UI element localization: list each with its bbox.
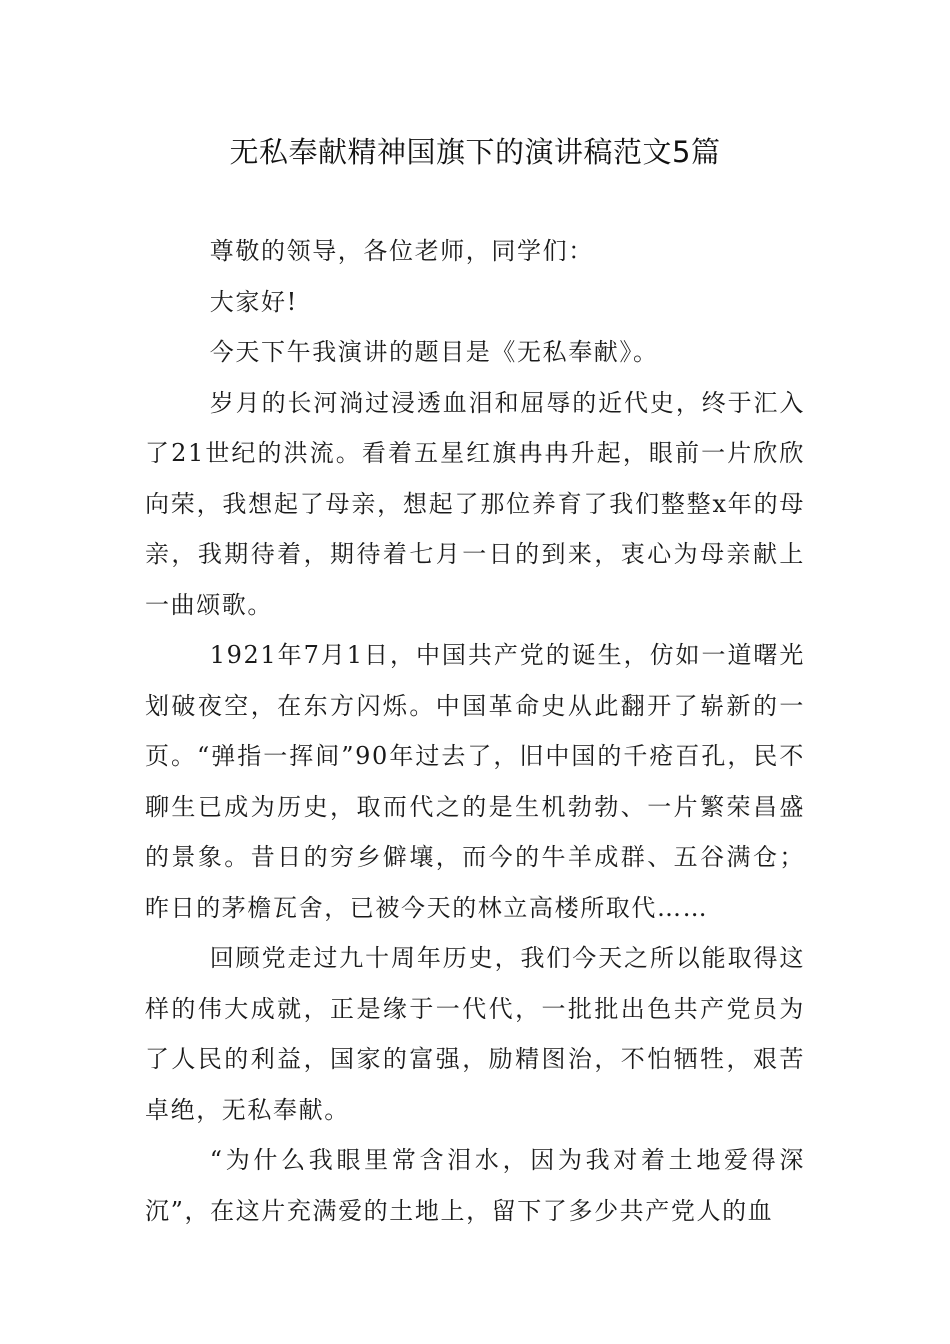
paragraph-body: “为什么我眼里常含泪水，因为我对着土地爱得深沉”，在这片充满爱的土地上，留下了多少共产党人的血 <box>145 1146 805 1225</box>
document-body <box>145 226 805 1236</box>
paragraph-body: 岁月的长河淌过浸透血泪和屈辱的近代史，终于汇入了21世纪的洪流。看着五星红旗冉冉升起，眼前一片欣欣向荣，我想起了母亲，想起了那位养育了我们整整x年的母亲，我期待着，期待着七月一日的到来，衷心为母亲献上一曲颂歌。 <box>145 388 805 619</box>
paragraph-salutation: 尊敬的领导，各位老师，同学们： <box>209 237 594 265</box>
document-title: 无私奉献精神国旗下的演讲稿范文5篇 <box>229 135 721 169</box>
paragraph-body: 1921年7月1日，中国共产党的诞生，仿如一道曙光划破夜空，在东方闪烁。中国革命史从此翻开了崭新的一页。“弹指一挥间”90年过去了，旧中国的千疮百孔，民不聊生已成为历史，取而代之的是生机勃勃、一片繁荣昌盛的景象。昔日的穷乡僻壤，而今的牛羊成群、五谷满仓；昨日的茅檐瓦舍，已被今天的林立高楼所取代…… <box>145 641 805 922</box>
paragraph-greeting: 大家好! <box>209 287 298 316</box>
paragraph-body: 回顾党走过九十周年历史，我们今天之所以能取得这样的伟大成就，正是缘于一代代，一批批出色共产党员为了人民的利益，国家的富强，励精图治，不怕牺牲，艰苦卓绝，无私奉献。 <box>145 944 805 1124</box>
paragraph-topic: 今天下午我演讲的题目是《无私奉献》。 <box>209 338 659 366</box>
